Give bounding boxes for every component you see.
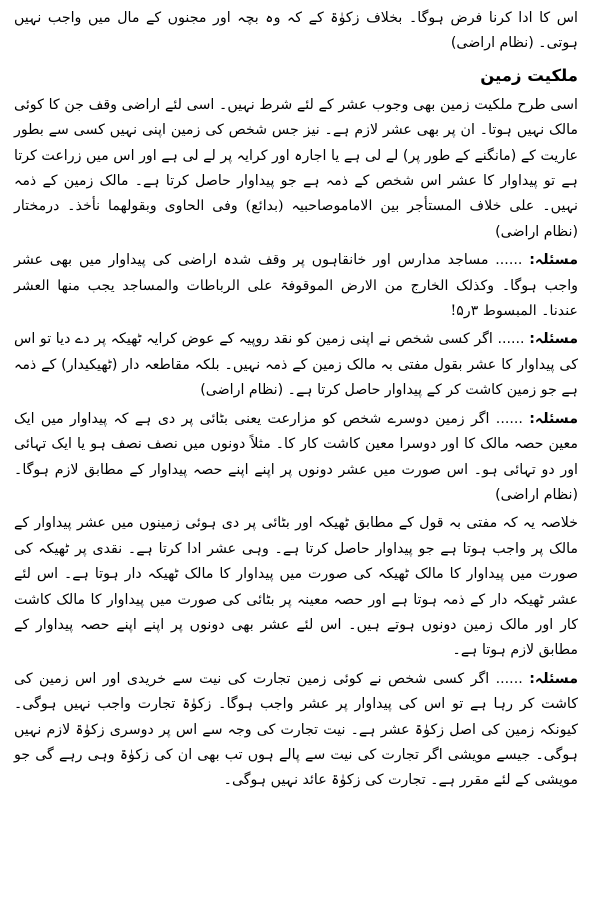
summary-paragraph: خلاصہ یہ کہ مفتی بہ قول کے مطابق ٹھیکہ اور بٹائی پر دی ہوئی زمینوں میں عشر پیداوار کے مالک پر واجب ہوتا ہے جو پیداوار حاصل کرتا ہے۔ وہی عشر ادا کرتا ہے۔ نقدی پر ٹھیکہ کی صورت میں پیداوار کا مالک ٹھیکہ کی صورت میں پیداوار کا مالک ٹھیکہ دار ہوتا ہے۔ اس لئے عشر ٹھیکہ دار کے ذمہ ہوتا ہے اور حصہ معینہ پر بٹائی کی صورت میں پیداوار کا مالک کاشت کار اور مالک زمین دونوں ہوتے ہیں۔ اس لئے عشر بھی دونوں پر اپنے اپنے حصہ پیداوار کے مطابق لازم ہوتا ہے۔ <box>14 515 578 659</box>
reference: (نظام اراضی) <box>200 382 284 399</box>
masala-label: مسئلہ: <box>529 670 578 687</box>
masala-3 <box>14 407 578 509</box>
intro-paragraph: اس کا ادا کرنا فرض ہوگا۔ بخلاف زکوٰۃ کے کہ وہ بچہ اور مجنوں کے مال میں واجب نہیں ہوتی۔ (نظام اراضی) <box>14 10 578 52</box>
masala-label: مسئلہ: <box>529 410 578 427</box>
paragraph-text: اسی طرح ملکیت زمین بھی وجوب عشر کے لئے شرط نہیں۔ اسی لئے اراضی وقف جن کا کوئی مالک نہیں ہوتا۔ ان پر بھی عشر لازم ہے۔ نیز جس شخص کی زمین اپنی نہیں کسی سے بطور عاریت کے (مانگنے کے طور پر) لے لی ہے یا اجارہ اور کرایہ پر لے لی ہے اور اس میں زراعت کرتا ہے تو پیداوار کا عشر اس شخص کے ذمہ ہے جو پیداوار حاصل کرتا ہے۔ مالک زمین کے ذمہ نہیں۔ <box>14 96 578 215</box>
arabic-quote: علی خلاف المستأجر بین الاماموصاحبیہ (بدائع) وفی الحاوی وبقولھما نأخذ۔ درمختار <box>14 198 535 215</box>
arabic-quote: وکذلک الخارج من الارض الموقوفۃ علی الرباطات والمساجد یجب منھا العشر عندنا۔ المبسوط ۳ر۵! <box>14 277 578 320</box>
reference: (نظام اراضی) <box>495 486 578 503</box>
masala-label: مسئلہ: <box>529 252 578 269</box>
masala-text: ...... اگر کسی شخص نے اپنی زمین کو نقد روپیہ کے عوض کرایہ ٹھیکہ پر دے دیا تو اس کی پیداوار کا عشر بقول مفتی بہ مالک زمین کے ذمہ نہیں۔ بلکہ مقاطعہ دار (ٹھیکیدار) کے ذمہ ہے جو زمین کاشت کر کے پیداوار حاصل کرتا ہے۔ <box>14 331 578 399</box>
masala-1 <box>14 248 578 324</box>
masala-4 <box>14 667 578 794</box>
reference: (نظام اراضی) <box>495 223 578 240</box>
masala-text: ...... اگر کسی شخص نے کوئی زمین تجارت کی نیت سے خریدی اور اس زمین کی کاشت کر رہا ہے تو اس کی پیداوار پر عشر واجب ہوگا۔ زکوٰۃ تجارت واجب نہیں ہوگی۔ کیونکہ زمین کی اصل زکوٰۃ عشر ہے۔ نیت تجارت کی وجہ سے اس پر دوسری زکوٰۃ لازم نہیں ہوگی۔ جیسے مویشی اگر تجارت کی نیت سے پالے ہوں تب بھی ان کی زکوٰۃ وہی رہے گی جو مویشی کے لئے مقرر ہے۔ تجارت کی زکوٰۃ عائد نہیں ہوگی۔ <box>14 670 578 789</box>
masala-text: ...... اگر زمین دوسرے شخص کو مزارعت یعنی بٹائی پر دی ہے کہ پیداوار میں ایک معین حصہ مالک کا اور دوسرا معین کاشت کار کا۔ مثلاً دونوں میں نصف نصف ہو یا ایک تہائی اور دو تہائی ہو۔ اس صورت میں عشر دونوں پر اپنے اپنے حصہ پیداوار کے مطابق لازم ہوگا۔ <box>14 410 578 478</box>
land-ownership-paragraph <box>14 93 578 245</box>
masala-text: ...... مساجد مدارس اور خانقاہوں پر وقف شدہ اراضی کی پیداوار میں بھی عشر واجب ہوگا۔ <box>14 252 579 294</box>
section-heading: ملکیت زمین <box>480 65 578 85</box>
masala-label: مسئلہ: <box>529 331 578 348</box>
masala-2 <box>14 327 578 403</box>
